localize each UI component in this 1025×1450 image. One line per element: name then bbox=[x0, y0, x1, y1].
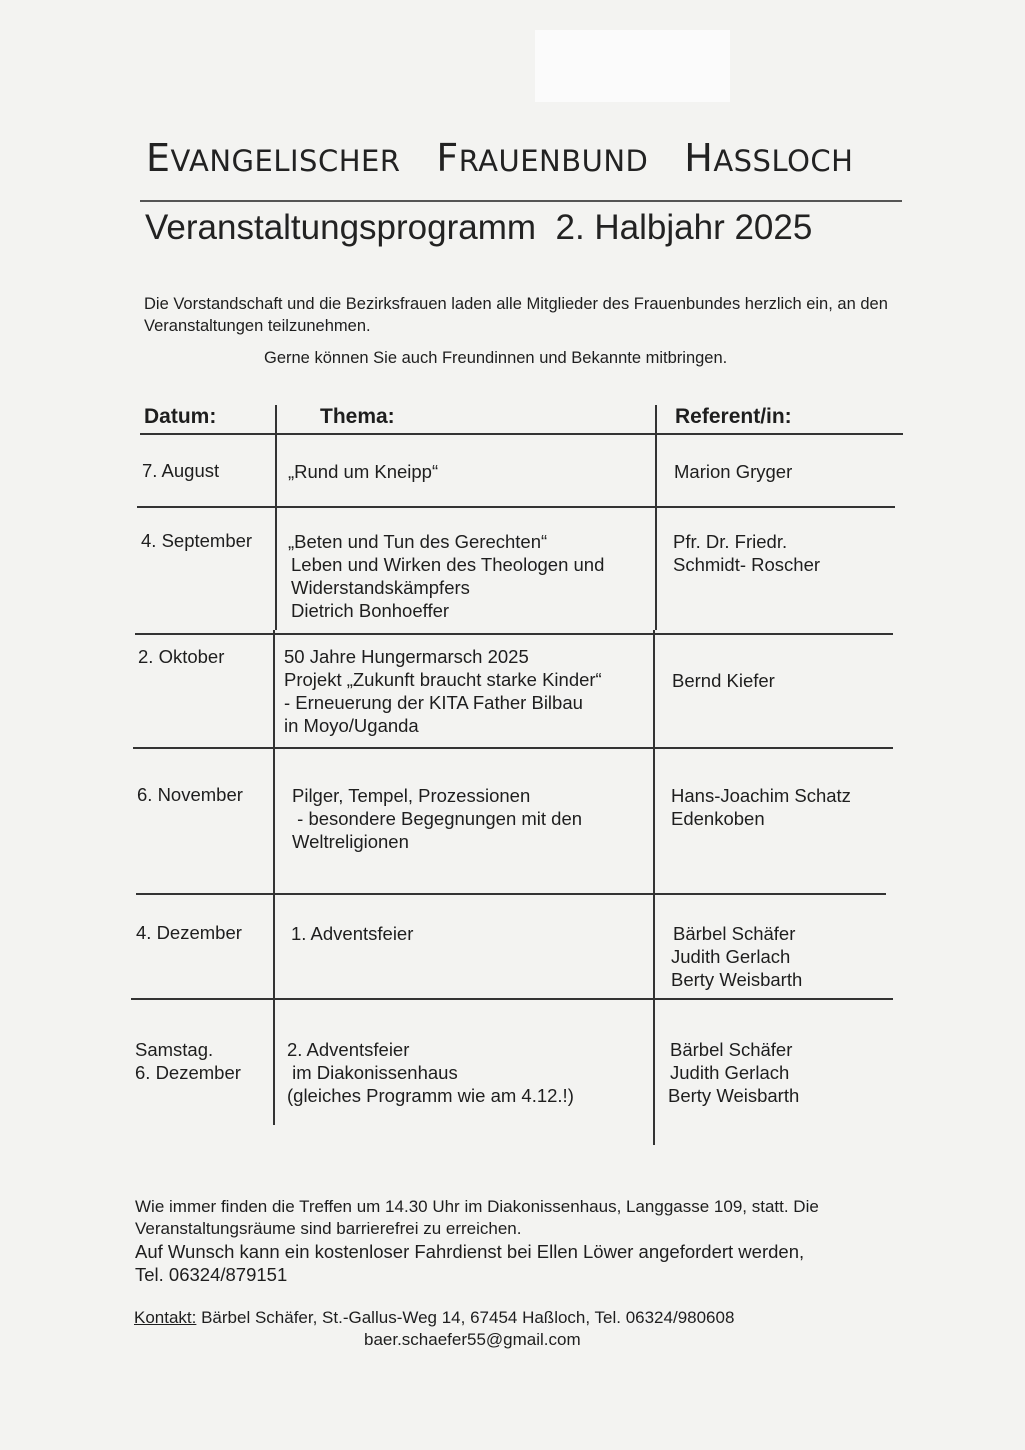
table-rule bbox=[135, 633, 893, 635]
speaker-cell: Pfr. Dr. Friedr. Schmidt- Roscher bbox=[673, 531, 821, 575]
column-divider bbox=[655, 405, 657, 630]
speaker-cell: Bernd Kiefer bbox=[672, 670, 775, 691]
table-rule bbox=[136, 893, 886, 895]
table-rule bbox=[137, 506, 895, 508]
title-word-3: HASSLOCH bbox=[684, 136, 854, 181]
topic-cell: 2. Adventsfeier im Diakonissenhaus (gleiches Programm wie am 4.12.!) bbox=[287, 1039, 574, 1106]
header-topic: Thema: bbox=[320, 405, 395, 428]
topic-cell: 50 Jahre Hungermarsch 2025 Projekt „Zukunft braucht starke Kinder“ - Erneuerung der KITA Father Bilbau in Moyo/Uganda bbox=[284, 646, 602, 736]
contact-email[interactable]: baer.schaefer55@gmail.com bbox=[364, 1330, 581, 1349]
speaker-cell: Hans-Joachim Schatz Edenkoben bbox=[671, 785, 851, 829]
meeting-info: Wie immer finden die Treffen um 14.30 Uhr im Diakonissenhaus, Langgasse 109, statt. Die Veranstaltungsräume sind barrierefrei zu erreichen. Auf Wunsch kann ein kostenloser Fahrdienst bei Ellen Löwer angefordert werden, Tel. 06324/879151 bbox=[135, 1197, 819, 1285]
speaker-cell: Bärbel Schäfer Judith Gerlach Berty Weisbarth bbox=[668, 1039, 800, 1106]
topic-cell: „Beten und Tun des Gerechten“ Leben und Wirken des Theologen und Widerstandskämpfers Dietrich Bonhoeffer bbox=[288, 531, 605, 621]
header-date: Datum: bbox=[144, 405, 217, 428]
contact-line bbox=[134, 1308, 734, 1328]
column-divider bbox=[275, 405, 277, 630]
column-divider bbox=[653, 630, 655, 1145]
topic-cell: „Rund um Kneipp“ bbox=[288, 461, 439, 482]
date-cell: 2. Oktober bbox=[138, 646, 225, 667]
table-rule bbox=[133, 747, 893, 749]
date-cell: 6. November bbox=[137, 784, 243, 805]
title-word-1: EVANGELISCHER bbox=[146, 136, 401, 181]
column-divider bbox=[273, 630, 275, 1125]
date-cell: Samstag. 6. Dezember bbox=[135, 1039, 241, 1083]
intro-paragraph: Die Vorstandschaft und die Bezirksfrauen laden alle Mitglieder des Frauenbundes herzlich ein, an den Veranstaltungen teilzunehmen. bbox=[144, 295, 888, 335]
topic-cell: Pilger, Tempel, Prozessionen - besondere Begegnungen mit den Weltreligionen bbox=[292, 785, 583, 852]
program-subtitle: Veranstaltungsprogramm 2. Halbjahr 2025 bbox=[145, 208, 813, 247]
table-rule bbox=[140, 433, 903, 435]
redacted-area bbox=[535, 30, 730, 102]
contact-label: Kontakt: bbox=[134, 1308, 197, 1327]
speaker-cell: Bärbel Schäfer Judith Gerlach Berty Weisbarth bbox=[671, 923, 803, 990]
date-cell: 7. August bbox=[142, 460, 220, 481]
title-divider bbox=[140, 200, 902, 202]
speaker-cell: Marion Gryger bbox=[674, 461, 793, 482]
table-rule bbox=[131, 998, 893, 1000]
header-speaker: Referent/in: bbox=[675, 405, 792, 428]
contact-details: Bärbel Schäfer, St.-Gallus-Weg 14, 67454 Haßloch, Tel. 06324/980608 bbox=[196, 1308, 735, 1327]
title-word-2: FRAUENBUND bbox=[436, 136, 649, 181]
intro-invitation-line: Gerne können Sie auch Freundinnen und Bekannte mitbringen. bbox=[264, 349, 728, 367]
date-cell: 4. September bbox=[141, 530, 253, 551]
organization-title bbox=[146, 136, 906, 180]
topic-cell: 1. Adventsfeier bbox=[291, 923, 414, 944]
date-cell: 4. Dezember bbox=[136, 922, 242, 943]
